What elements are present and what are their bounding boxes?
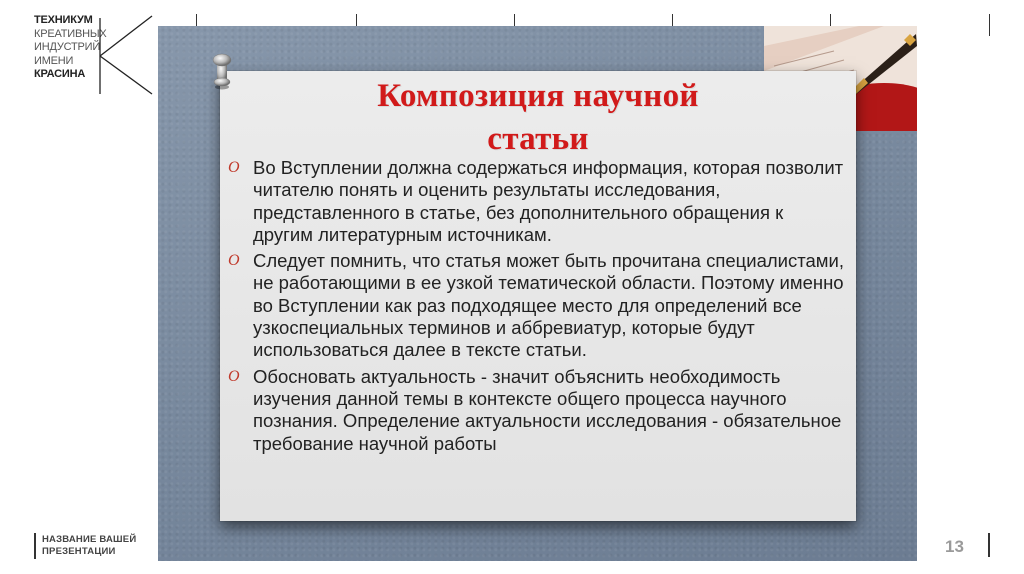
bullet-item [228, 250, 848, 361]
logo-text [34, 14, 107, 82]
ruler-tick [196, 14, 197, 26]
pushpin-icon [206, 51, 238, 91]
bullet-marker: O [228, 367, 240, 385]
presentation-name-line-1: НАЗВАНИЕ ВАШЕЙ [42, 534, 137, 545]
presentation-name [42, 534, 136, 558]
ruler-tick [989, 14, 990, 36]
footer-divider [34, 533, 36, 559]
slide-title [220, 75, 856, 161]
slide-title-line-2: статьи [487, 121, 589, 157]
bullet-item [228, 366, 848, 455]
ruler-tick [514, 14, 515, 26]
content-card [220, 71, 856, 521]
presentation-name-line-2: ПРЕЗЕНТАЦИИ [42, 546, 116, 557]
logo-line-5: КРАСИНА [34, 68, 86, 80]
page-number: 13 [945, 537, 964, 556]
page-number-divider [988, 533, 990, 557]
logo-k-mark-icon [98, 14, 154, 96]
slide-image [158, 26, 917, 561]
logo-line-2: КРЕАТИВНЫХ [34, 27, 107, 40]
logo-line-3: ИНДУСТРИЙ [34, 41, 101, 53]
bullet-list [228, 157, 848, 459]
ruler-tick [672, 14, 673, 26]
slide-title-line-1: Композиция научной [377, 78, 699, 114]
logo-line-4: ИМЕНИ [34, 54, 74, 67]
college-logo [34, 14, 154, 98]
ruler-tick [356, 14, 357, 26]
bullet-text: Следует помнить, что статья может быть прочитана специалистами, не работающими в ее узкой тематической области. Поэтому именно во Вступлении как раз подходящее место для определений все узкоспециальных терминов и аббревиатур, которые будут использоваться далее в тексте статьи. [253, 250, 844, 361]
bullet-marker: O [228, 252, 240, 270]
bullet-marker: O [228, 159, 240, 176]
logo-line-1: ТЕХНИКУМ [34, 14, 93, 26]
bullet-text: Во Вступлении должна содержаться информация, которая позволит читателю понять и оценить результаты исследования, представленного в статье, без дополнительного обращения к другим литературным источникам. [253, 157, 844, 245]
bullet-text: Обосновать актуальность - значит объяснить необходимость изучения данной темы в контексте общего процесса научного познания. Определение актуальности исследования - обязательное требование научной работы [253, 365, 842, 454]
bullet-item [228, 157, 848, 246]
ruler-tick [830, 14, 831, 26]
